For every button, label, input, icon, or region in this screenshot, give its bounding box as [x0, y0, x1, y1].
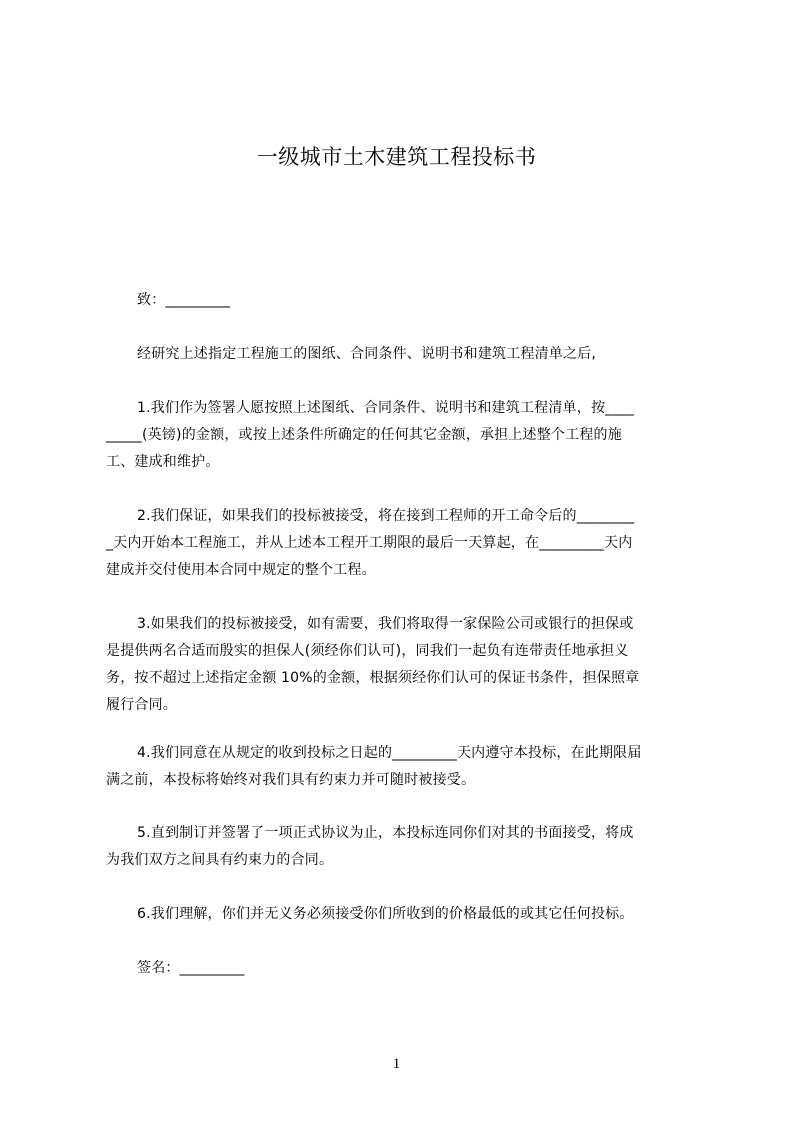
clause-3-line-2: 是提供两名合适而殷实的担保人(须经你们认可)，同我们一起负有连带责任地承担义: [106, 643, 629, 659]
clause-6: [106, 901, 712, 928]
clause-1-line-3: 工、建成和维护。: [106, 454, 220, 470]
clause-2-line-3: 建成并交付使用本合同中规定的整个工程。: [106, 562, 376, 578]
signature-line: 签名：_________: [137, 960, 245, 976]
addressee-line: 致：_________: [137, 292, 231, 308]
clause-2: [106, 503, 712, 584]
clause-6-line-1: 6.我们理解，你们并无义务必须接受你们所收到的价格最低的或其它任何投标。: [137, 906, 634, 922]
clause-4-line-1: 4.我们同意在从规定的收到投标之日起的_________天内遵守本投标，在此期限届: [137, 745, 642, 761]
clause-4: [106, 740, 712, 794]
clause-1: [106, 395, 712, 476]
page-title: 一级城市土木建筑工程投标书: [256, 145, 537, 169]
clause-4-line-2: 满之前，本投标将始终对我们具有约束力并可随时被接受。: [106, 772, 476, 788]
clause-2-line-2: _天内开始本工程施工，并从上述本工程开工期限的最后一天算起，在_________天内: [106, 535, 633, 551]
clause-5: [106, 820, 712, 874]
clause-5-line-2: 为我们双方之间具有约束力的合同。: [106, 852, 334, 868]
clause-1-line-1: 1.我们作为签署人愿按照上述图纸、合同条件、说明书和建筑工程清单，按____: [137, 400, 634, 416]
clause-3-line-4: 履行合同。: [106, 697, 177, 713]
clause-3-line-1: 3.如果我们的投标被接受，如有需要，我们将取得一家保险公司或银行的担保或: [137, 616, 634, 632]
clause-5-line-1: 5.直到制订并签署了一项正式协议为止，本投标连同你们对其的书面接受，将成: [137, 825, 634, 841]
clause-3-line-3: 务，按不超过上述指定金额 10%的金额，根据须经你们认可的保证书条件，担保照章: [106, 670, 640, 686]
page-number: 1: [392, 1056, 401, 1072]
clause-3: [106, 611, 712, 719]
clause-1-line-2: _____(英镑)的金额，或按上述条件所确定的任何其它金额，承担上述整个工程的施: [106, 427, 622, 443]
intro-paragraph: 经研究上述指定工程施工的图纸、合同条件、说明书和建筑工程清单之后,: [137, 346, 597, 362]
clause-2-line-1: 2.我们保证，如果我们的投标被接受，将在接到工程师的开工命令后的________: [137, 508, 635, 524]
